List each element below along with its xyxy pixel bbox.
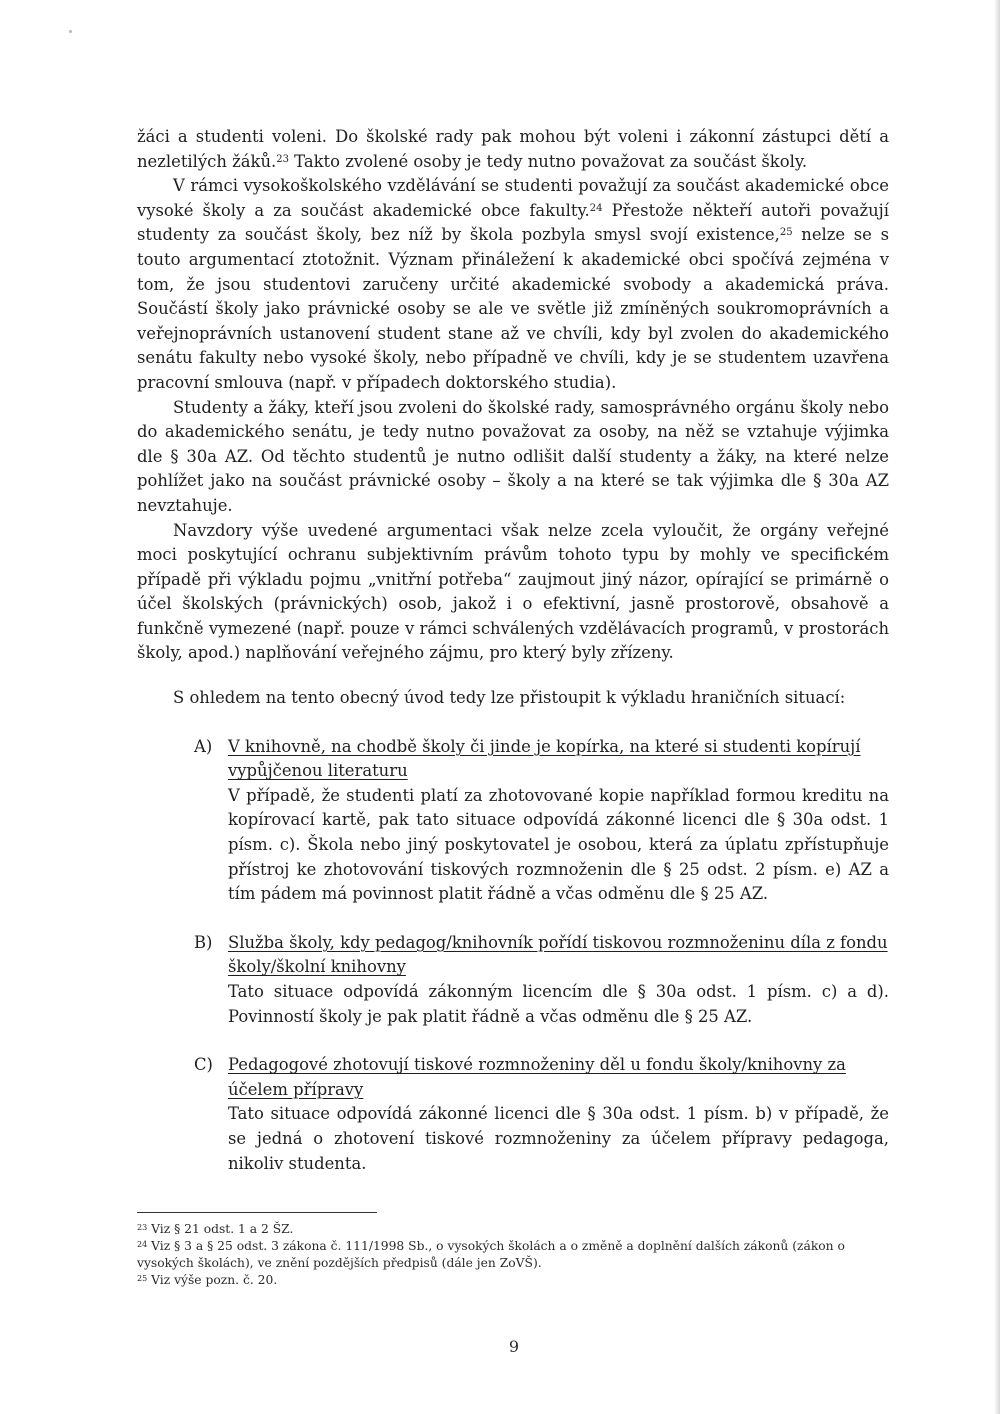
paragraph-text: nelze se s touto argumentací ztotožnit. Význam přináležení k akademické obci spočívá zejména v tom, že jsou studentovi zaručeny určité akademické svobody a akademická práva. Součástí školy jako právnické osoby se ale ve světle již zmíněných soukromoprávních a veřejnoprávních ustanovení student stane až ve chvíli, kdy byl zvolen do akademického senátu fakulty nebo vysoké školy, nebo případně ve chvíli, kdy je se studentem uzavřena pracovní smlouva (např. v případech doktorského studia). — [137, 225, 889, 392]
case-letter: A) — [194, 736, 213, 756]
case-heading — [194, 931, 889, 980]
paragraph-text: V rámci vysokoškolského vzdělávání se studenti považují za součást akademické obce vysoké školy a za součást akademické obce fakulty. — [137, 176, 889, 220]
body-paragraph — [137, 519, 889, 667]
body-paragraph — [137, 396, 889, 519]
case-list — [137, 735, 889, 1177]
scan-speck — [69, 30, 72, 33]
paragraph-text: Navzdory výše uvedené argumentaci však nelze zcela vyloučit, že orgány veřejné moci poskytující ochranu subjektivním právům tohoto typu by mohly ve specifickém případě při výkladu pojmu „vnitřní potřeba“ zaujmout jiný názor, opírající se primárně o účel školských (právnických) osob, jakož i o efektivní, jasně prostorově, obsahově a funkčně vymezené (např. pouze v rámci schválených vzdělávacích programů, v prostorách školy, apod.) naplňování veřejného zájmu, pro který byly zřízeny. — [137, 520, 889, 663]
page-number: 9 — [508, 1337, 520, 1356]
footnote-text: Viz výše pozn. č. 20. — [151, 1273, 278, 1287]
footnote — [137, 1221, 877, 1238]
case-section — [137, 1053, 889, 1176]
case-body: V případě, že studenti platí za zhotovované kopie například formou kreditu na kopírovací kartě, pak tato situace odpovídá zákonné licenci dle § 30a odst. 1 písm. c). Škola nebo jiný poskytovatel je osobou, která za úplatu zpřístupňuje přístroj ke zhotovování tiskových rozmnoženin dle § 25 odst. 2 písm. e) AZ a tím pádem má povinnost platit řádně a včas odměnu dle § 25 AZ. — [228, 785, 889, 904]
case-section — [137, 735, 889, 907]
case-section — [137, 931, 889, 1029]
case-heading — [194, 1053, 889, 1102]
case-title: V knihovně, na chodbě školy či jinde je kopírka, na které si studenti kopírují vypůjčenou literaturu — [228, 736, 861, 781]
document-body — [137, 125, 889, 1176]
paragraph-text: Studenty a žáky, kteří jsou zvoleni do školské rady, samosprávného orgánu školy nebo do akademického senátu, je tedy nutno považovat za osoby, na něž se vztahuje výjimka dle § 30a AZ. Od těchto studentů je nutno odlišit další studenty a žáky, na které nelze pohlížet jako na součást právnické osoby – školy a na které se tak výjimka dle § 30a AZ nevztahuje. — [137, 397, 889, 515]
lead-paragraph: S ohledem na tento obecný úvod tedy lze přistoupit k výkladu hraničních situací: — [173, 688, 846, 708]
case-body: Tato situace odpovídá zákonné licenci dle § 30a odst. 1 písm. b) v případě, že se jedná o zhotovení tiskové rozmnoženiny za účelem přípravy pedagoga, nikoliv studenta. — [228, 1104, 889, 1173]
case-title: Pedagogové zhotovují tiskové rozmnoženiny děl u fondu školy/knihovny za účelem přípravy — [228, 1055, 846, 1099]
case-title: Služba školy, kdy pedagog/knihovník pořídí tiskovou rozmnoženinu díla z fondu školy/školní knihovny — [228, 932, 888, 977]
paragraph-text: žáci a studenti voleni. Do školské rady pak mohou být voleni i zákonní zástupci dětí a nezletilých žáků. — [137, 127, 889, 171]
footnote-reference: 24 — [589, 202, 603, 214]
footnote — [137, 1272, 877, 1289]
paragraph-text: Přestože někteří autoři považují studenty za součást školy, bez níž by škola pozbyla smysl svojí existence, — [137, 200, 889, 245]
case-body: Tato situace odpovídá zákonným licencím dle § 30a odst. 1 písm. c) a d). Povinností školy je pak platit řádně a včas odměnu dle § 25 AZ. — [228, 982, 889, 1026]
body-paragraph — [137, 125, 889, 174]
case-heading — [194, 735, 889, 784]
footnote-number: 23 — [137, 1223, 148, 1232]
footnotes — [137, 1221, 877, 1289]
footnote-reference: 23 — [276, 153, 289, 165]
case-letter: C) — [194, 1055, 213, 1075]
footnote-reference: 25 — [779, 227, 793, 239]
paragraph-list — [137, 125, 889, 666]
page-edge-shadow — [994, 0, 1000, 1414]
case-letter: B) — [194, 932, 213, 952]
footnote-number: 24 — [137, 1240, 148, 1249]
body-paragraph — [137, 174, 889, 395]
footnote-text: Viz § 3 a § 25 odst. 3 zákona č. 111/1998 Sb., o vysokých školách a o změně a doplnění dalších zákonů (zákon o vysokých školách), ve znění pozdějších předpisů (dále jen ZoVŠ). — [137, 1239, 845, 1270]
footnote-separator — [137, 1212, 377, 1213]
footnote — [137, 1238, 877, 1272]
paragraph-text: Takto zvolené osoby je tedy nutno považovat za součást školy. — [288, 151, 808, 171]
footnote-number: 25 — [137, 1274, 148, 1283]
footnote-text: Viz § 21 odst. 1 a 2 ŠZ. — [151, 1222, 294, 1236]
